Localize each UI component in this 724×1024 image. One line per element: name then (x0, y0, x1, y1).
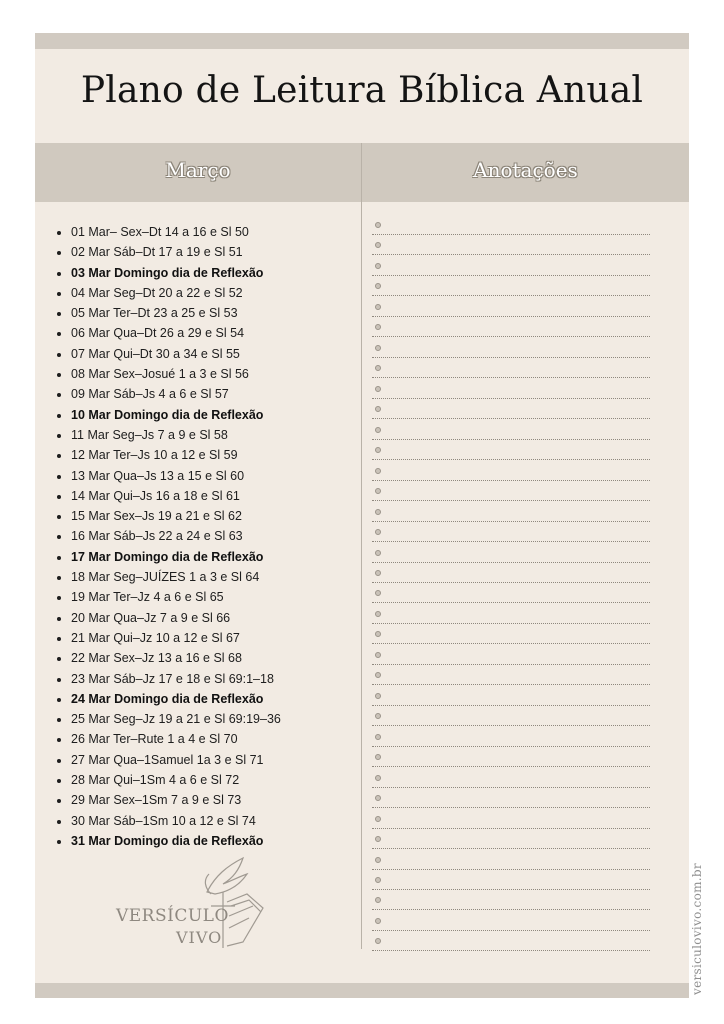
reading-item: 16 Mar Sáb–Js 22 a 24 e Sl 63 (56, 526, 281, 546)
note-line (372, 793, 652, 813)
reading-item: 20 Mar Qua–Jz 7 a 9 e Sl 66 (56, 608, 281, 628)
bottom-band (35, 983, 689, 998)
note-line (372, 363, 652, 383)
dotted-line (372, 521, 650, 522)
note-line (372, 936, 652, 956)
dotted-line (372, 930, 650, 931)
note-line (372, 691, 652, 711)
reading-list (56, 222, 281, 851)
dotted-line (372, 950, 650, 951)
note-line (372, 711, 652, 731)
note-line (372, 609, 652, 629)
reflection-day-item: 17 Mar Domingo dia de Reflexão (56, 547, 281, 567)
bullet-icon (375, 365, 381, 371)
bullet-icon (375, 386, 381, 392)
reading-item: 08 Mar Sex–Josué 1 a 3 e Sl 56 (56, 364, 281, 384)
note-line (372, 261, 652, 281)
bullet-icon (375, 242, 381, 248)
note-line (372, 834, 652, 854)
reflection-day-item: 10 Mar Domingo dia de Reflexão (56, 405, 281, 425)
note-line (372, 895, 652, 915)
reflection-day-item: 24 Mar Domingo dia de Reflexão (56, 689, 281, 709)
note-line (372, 240, 652, 260)
reading-item: 18 Mar Seg–JUÍZES 1 a 3 e Sl 64 (56, 567, 281, 587)
bullet-icon (375, 918, 381, 924)
dotted-line (372, 787, 650, 788)
reflection-day-item: 03 Mar Domingo dia de Reflexão (56, 263, 281, 283)
dotted-line (372, 562, 650, 563)
reading-item: 22 Mar Sex–Jz 13 a 16 e Sl 68 (56, 648, 281, 668)
dotted-line (372, 357, 650, 358)
dotted-line (372, 848, 650, 849)
reflection-day-item: 31 Mar Domingo dia de Reflexão (56, 831, 281, 851)
dotted-line (372, 725, 650, 726)
note-line (372, 650, 652, 670)
bullet-icon (375, 222, 381, 228)
note-line (372, 322, 652, 342)
dotted-line (372, 643, 650, 644)
note-line (372, 527, 652, 547)
reading-item: 02 Mar Sáb–Dt 17 a 19 e Sl 51 (56, 242, 281, 262)
note-line (372, 916, 652, 936)
dotted-line (372, 664, 650, 665)
reading-item: 07 Mar Qui–Dt 30 a 34 e Sl 55 (56, 344, 281, 364)
note-line (372, 425, 652, 445)
dotted-line (372, 705, 650, 706)
bullet-icon (375, 509, 381, 515)
note-line (372, 445, 652, 465)
dotted-line (372, 828, 650, 829)
dotted-line (372, 746, 650, 747)
reading-item: 29 Mar Sex–1Sm 7 a 9 e Sl 73 (56, 790, 281, 810)
dotted-line (372, 377, 650, 378)
dotted-line (372, 541, 650, 542)
reading-item: 21 Mar Qui–Jz 10 a 12 e Sl 67 (56, 628, 281, 648)
bullet-icon (375, 877, 381, 883)
reading-item: 12 Mar Ter–Js 10 a 12 e Sl 59 (56, 445, 281, 465)
bullet-icon (375, 816, 381, 822)
bullet-icon (375, 345, 381, 351)
note-line (372, 220, 652, 240)
column-divider (361, 143, 362, 949)
note-line (372, 507, 652, 527)
page-title: Plano de Leitura Bíblica Anual (80, 70, 644, 111)
bullet-icon (375, 652, 381, 658)
bullet-icon (375, 590, 381, 596)
note-line (372, 773, 652, 793)
bullet-icon (375, 550, 381, 556)
bullet-icon (375, 406, 381, 412)
note-line (372, 629, 652, 649)
dotted-line (372, 254, 650, 255)
reading-item: 15 Mar Sex–Js 19 a 21 e Sl 62 (56, 506, 281, 526)
dotted-line (372, 398, 650, 399)
dotted-line (372, 766, 650, 767)
dotted-line (372, 275, 650, 276)
reading-item: 27 Mar Qua–1Samuel 1a 3 e Sl 71 (56, 750, 281, 770)
bullet-icon (375, 488, 381, 494)
logo-text-line1: VERSÍCULO (116, 906, 229, 926)
note-line (372, 670, 652, 690)
dotted-line (372, 807, 650, 808)
dotted-line (372, 623, 650, 624)
note-line (372, 302, 652, 322)
month-column-header: Março (165, 158, 231, 182)
logo-text-line2: VIVO (176, 928, 223, 947)
bullet-icon (375, 693, 381, 699)
notes-lines (372, 220, 652, 957)
bullet-icon (375, 754, 381, 760)
bullet-icon (375, 857, 381, 863)
bullet-icon (375, 795, 381, 801)
dotted-line (372, 459, 650, 460)
dotted-line (372, 295, 650, 296)
bullet-icon (375, 938, 381, 944)
dotted-line (372, 500, 650, 501)
dotted-line (372, 418, 650, 419)
dotted-line (372, 336, 650, 337)
dotted-line (372, 439, 650, 440)
bullet-icon (375, 324, 381, 330)
bullet-icon (375, 713, 381, 719)
bullet-icon (375, 897, 381, 903)
bullet-icon (375, 529, 381, 535)
bullet-icon (375, 611, 381, 617)
reading-item: 30 Mar Sáb–1Sm 10 a 12 e Sl 74 (56, 811, 281, 831)
note-line (372, 281, 652, 301)
reading-item: 11 Mar Seg–Js 7 a 9 e Sl 58 (56, 425, 281, 445)
bullet-icon (375, 734, 381, 740)
note-line (372, 568, 652, 588)
note-line (372, 466, 652, 486)
bullet-icon (375, 304, 381, 310)
reading-item: 23 Mar Sáb–Jz 17 e 18 e Sl 69:1–18 (56, 669, 281, 689)
note-line (372, 732, 652, 752)
note-line (372, 814, 652, 834)
dotted-line (372, 480, 650, 481)
site-url: versiculovivo.com.br (690, 863, 704, 995)
note-line (372, 855, 652, 875)
notes-column-header: Anotações (473, 158, 578, 182)
note-line (372, 404, 652, 424)
bullet-icon (375, 631, 381, 637)
note-line (372, 752, 652, 772)
dotted-line (372, 602, 650, 603)
bullet-icon (375, 775, 381, 781)
dotted-line (372, 889, 650, 890)
dotted-line (372, 684, 650, 685)
reading-item: 05 Mar Ter–Dt 23 a 25 e Sl 53 (56, 303, 281, 323)
note-line (372, 486, 652, 506)
dotted-line (372, 234, 650, 235)
dotted-line (372, 909, 650, 910)
dotted-line (372, 582, 650, 583)
bullet-icon (375, 570, 381, 576)
note-line (372, 384, 652, 404)
note-line (372, 343, 652, 363)
dotted-line (372, 869, 650, 870)
reading-item: 09 Mar Sáb–Js 4 a 6 e Sl 57 (56, 384, 281, 404)
reading-item: 06 Mar Qua–Dt 26 a 29 e Sl 54 (56, 323, 281, 343)
reading-item: 01 Mar– Sex–Dt 14 a 16 e Sl 50 (56, 222, 281, 242)
dotted-line (372, 316, 650, 317)
reading-item: 28 Mar Qui–1Sm 4 a 6 e Sl 72 (56, 770, 281, 790)
reading-item: 25 Mar Seg–Jz 19 a 21 e Sl 69:19–36 (56, 709, 281, 729)
bullet-icon (375, 283, 381, 289)
bullet-icon (375, 468, 381, 474)
reading-item: 04 Mar Seg–Dt 20 a 22 e Sl 52 (56, 283, 281, 303)
bullet-icon (375, 836, 381, 842)
note-line (372, 875, 652, 895)
bullet-icon (375, 447, 381, 453)
bullet-icon (375, 263, 381, 269)
bullet-icon (375, 427, 381, 433)
reading-item: 14 Mar Qui–Js 16 a 18 e Sl 61 (56, 486, 281, 506)
note-line (372, 588, 652, 608)
reading-item: 19 Mar Ter–Jz 4 a 6 e Sl 65 (56, 587, 281, 607)
reading-item: 13 Mar Qua–Js 13 a 15 e Sl 60 (56, 466, 281, 486)
note-line (372, 548, 652, 568)
top-band (35, 33, 689, 49)
reading-item: 26 Mar Ter–Rute 1 a 4 e Sl 70 (56, 729, 281, 749)
bullet-icon (375, 672, 381, 678)
